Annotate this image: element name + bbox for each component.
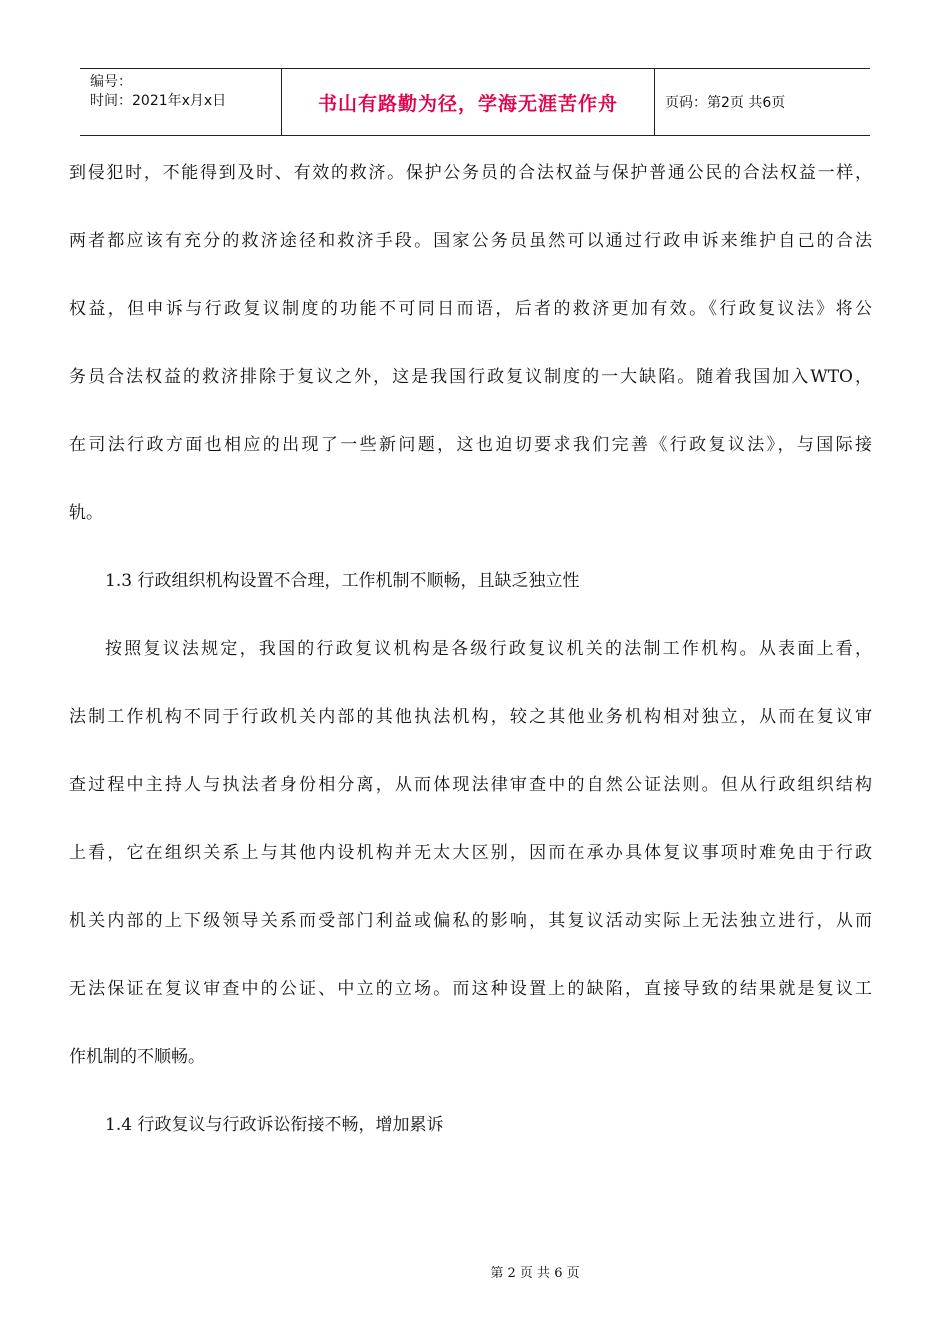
number-label: 编号： [90, 74, 132, 90]
header-page-cell [655, 69, 870, 135]
text-line: 查过程中主持人与执法者身份相分离，从而体现法律审查中的自然公证法则。但从行政组织结构 [69, 775, 872, 795]
text-line: 上看，它在组织关系上与其他内设机构并无太大区别，因而在承办具体复议事项时难免由于行政 [69, 843, 872, 863]
section-heading: 1.4 行政复议与行政诉讼衔接不畅，增加累诉 [105, 1115, 444, 1135]
text-line: 两者都应该有充分的救济途径和救济手段。国家公务员虽然可以通过行政申诉来维护自己的合法 [69, 231, 872, 251]
header-motto-cell [281, 69, 655, 135]
text-line: 在司法行政方面也相应的出现了一些新问题，这也迫切要求我们完善《行政复议法》，与国际接 [69, 435, 872, 455]
text-line: 无法保证在复议审查中的公证、中立的立场。而这种设置上的缺陷，直接导致的结果就是复议工 [69, 979, 872, 999]
text-line: 轨。 [69, 503, 103, 523]
date-label: 时间：2021年x月x日 [90, 93, 227, 109]
text-line: 作机制的不顺畅。 [69, 1047, 205, 1067]
header-page-label: 页码：第2页 共6页 [665, 95, 786, 111]
header-motto: 书山有路勤为径，学海无涯苦作舟 [317, 92, 618, 115]
text-line: 按照复议法规定，我国的行政复议机构是各级行政复议机关的法制工作机构。从表面上看， [105, 639, 872, 659]
text-line: 机关内部的上下级领导关系而受部门利益或偏私的影响，其复议活动实际上无法独立进行，从而 [69, 911, 872, 931]
text-line: 权益，但申诉与行政复议制度的功能不可同日而语，后者的救济更加有效。《行政复议法》将公 [69, 299, 872, 319]
document-body [69, 150, 872, 1170]
text-line: 到侵犯时，不能得到及时、有效的救济。保护公务员的合法权益与保护普通公民的合法权益一样， [69, 163, 872, 183]
page-header [80, 68, 870, 136]
page-footer: 第 2 页 共 6 页 [490, 1266, 580, 1281]
section-heading: 1.3 行政组织机构设置不合理，工作机制不顺畅，且缺乏独立性 [105, 571, 580, 591]
text-line: 务员合法权益的救济排除于复议之外，这是我国行政复议制度的一大缺陷。随着我国加入WTO， [69, 367, 872, 387]
header-meta [80, 69, 281, 135]
text-line: 法制工作机构不同于行政机关内部的其他执法机构，较之其他业务机构相对独立，从而在复议审 [69, 707, 872, 727]
